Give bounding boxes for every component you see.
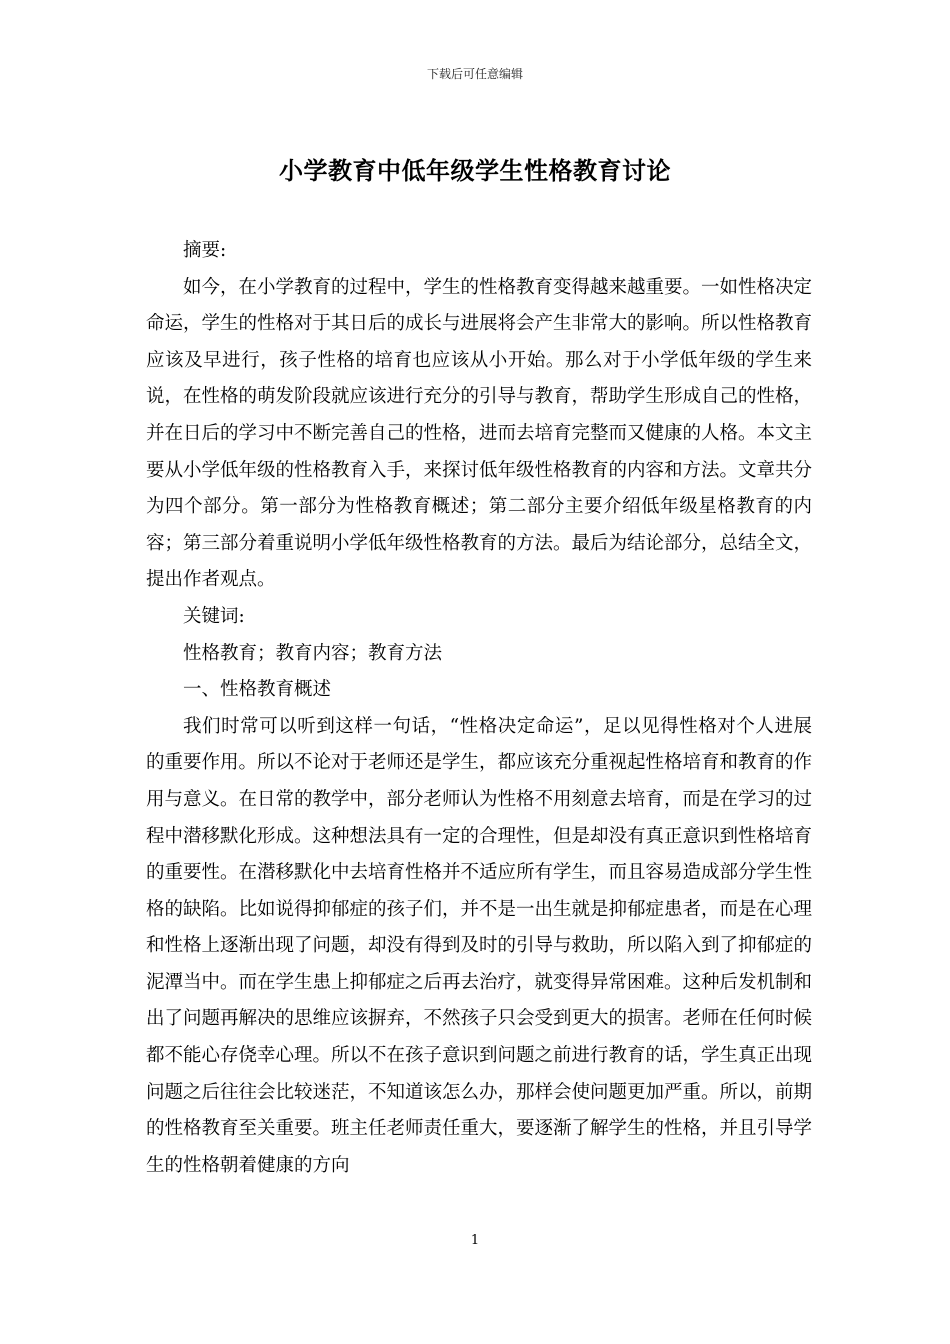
keywords-label: 关键词: (183, 605, 245, 627)
abstract-label: 摘要: (183, 240, 227, 261)
page-header-note: 下载后可任意编辑 (426, 67, 523, 81)
page-number: 1 (470, 1233, 480, 1248)
section-heading: 一、性格教育概述 (183, 679, 332, 701)
keywords-text: 性格教育；教育内容；教育方法 (183, 642, 443, 664)
section-paragraph: 我们时常可以听到这样一句话，“性格决定命运”，足以见得性格对个人进展的重要作用。所以不论对于老师还是学生，都应该充分重视起性格培育和教育的作用与意义。在日常的教学中，部分老师认为性格不用刻意去培育，而是在学习的过程中潜移默化形成。这种想法具有一定的合理性，但是却没有真正意识到性格培育的重要性。在潜移默化中去培育性格并不适应所有学生，而且容易造成部分学生性格的缺陷。比如说得抑郁症的孩子们，并不是一出生就是抑郁症患者，而是在心理和性格上逐渐出现了问题，却没有得到及时的引导与救助，所以陷入到了抑郁症的泥潭当中。而在学生患上抑郁症之后再去治疗，就变得异常困难。这种后发机制和出了问题再解决的思维应该摒弃，不然孩子只会受到更大的损害。老师在任何时候都不能心存侥幸心理。所以不在孩子意识到问题之前进行教育的话，学生真正出现问题之后往往会比较迷茫，不知道该怎么办，那样会使问题更加严重。所以，前期的性格教育至关重要。班主任老师责任重大，要逐渐了解学生的性格，并且引导学生的性格朝着健康的方向 (146, 715, 813, 1176)
document-title: 小学教育中低年级学生性格教育讨论 (279, 156, 671, 185)
document-body (146, 233, 812, 1184)
abstract-paragraph: 如今，在小学教育的过程中，学生的性格教育变得越来越重要。一如性格决定命运，学生的性格对于其日后的成长与进展将会产生非常大的影响。所以性格教育应该及早进行，孩子性格的培育也应该从小开始。那么对于小学低年级的学生来说，在性格的萌发阶段就应该进行充分的引导与教育，帮助学生形成自己的性格，并在日后的学习中不断完善自己的性格，进而去培育完整而又健康的人格。本文主要从小学低年级的性格教育入手，来探讨低年级性格教育的内容和方法。文章共分为四个部分。第一部分为性格教育概述；第二部分主要介绍低年级星格教育的内容；第三部分着重说明小学低年级性格教育的方法。最后为结论部分，总结全文，提出作者观点。 (146, 276, 813, 591)
